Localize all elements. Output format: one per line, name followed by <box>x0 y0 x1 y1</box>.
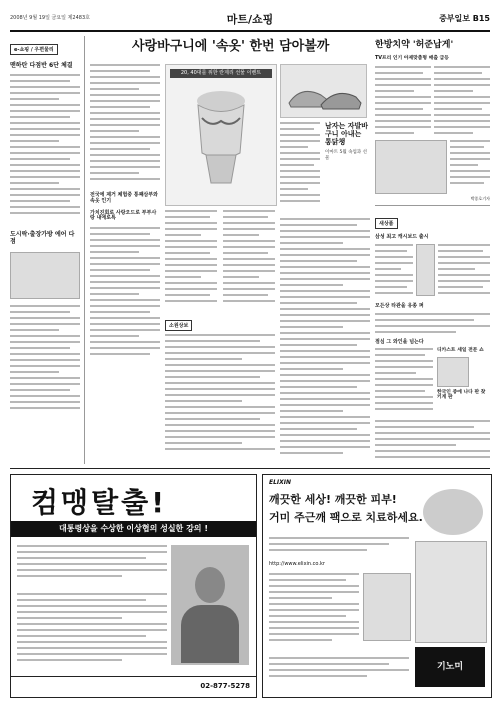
shoe-icon <box>281 65 366 117</box>
right-bottom-item3: 점심 그 와인을 넘는다 <box>375 338 424 345</box>
mid-col-a <box>280 122 320 212</box>
publication-page: 중부일보 B15 <box>439 14 490 23</box>
right-side-title-2: 한국인 중에 나다 판 찾 키게 판 <box>437 389 486 401</box>
computer-class-ad <box>10 474 257 698</box>
coffee-photo <box>437 357 469 387</box>
lingerie-photo <box>165 64 277 206</box>
shoes-photo <box>280 64 367 118</box>
left-item1-title: 맨하탄 다점반 6단 체결 <box>10 62 73 69</box>
lead-col-3 <box>165 334 275 462</box>
ad-right-url: http://www.elixin.co.kr <box>269 561 325 567</box>
section-title: 마트/쇼핑 <box>226 13 274 26</box>
right-top-title: 한방치약 '허준납게' <box>375 40 454 50</box>
woman-face-photo <box>423 489 483 535</box>
left-column <box>10 36 80 417</box>
mid-story-title: 남자는 자발바구니 아내는 통닭챙 <box>325 122 369 147</box>
ad-right-headline-1: 깨끗한 세상! 깨끗한 피부! <box>269 493 397 506</box>
mannequin-icon <box>176 83 266 198</box>
lead-headline: 사랑바구니에 '속옷' 한번 담아볼까 <box>132 39 330 54</box>
right-top-deck: TV프리 인기 아제맞춤형 매출 급등 <box>375 56 449 62</box>
right-top-story <box>375 40 490 202</box>
lead-subhead-1: 전국에 제거 체험중 통째삼부와 속옷 인기 <box>90 192 159 204</box>
issue-date: 2008년 9월 19일 금요일 제2483호 <box>10 15 90 21</box>
lead-subhead-2: 가치진회로 사랑오드로 부부사랑 내에로특 <box>90 209 157 222</box>
face-icon <box>195 567 225 603</box>
skin-care-ad <box>262 474 492 698</box>
right-side-title-1: 디카스트 세일 전문 쇼 <box>437 348 484 354</box>
right-bottom-box-title: 삼성 최고 캐시보드 출시 <box>375 234 429 240</box>
left-column-tag: e-쇼핑 / 우편물리 <box>10 44 58 55</box>
ad-right-headline-2: 거미 주근깨 팩으로 치료하세요. <box>269 511 423 524</box>
new-products-tag: 새상품 <box>375 218 398 229</box>
product-photo <box>363 573 411 641</box>
product-box-photo <box>415 541 487 643</box>
ad-left-title: 컴맹탈출! <box>31 486 167 519</box>
mid-story-head <box>325 122 370 161</box>
instructor-photo <box>171 545 249 665</box>
left-item2-body <box>10 305 80 417</box>
ad-right-body <box>269 573 359 653</box>
ad-left-subtitle: 대통령상을 수상한 이상협의 성실한 강의 ! <box>11 521 256 537</box>
toothpaste-photo <box>375 140 447 194</box>
ad-left-table <box>17 593 167 667</box>
column-divider <box>84 36 85 464</box>
event-banner: 20, 40대를 위한 란제리 선물 이벤트 <box>170 69 272 78</box>
ad-left-footer <box>11 676 256 697</box>
bottle-photo <box>416 244 436 296</box>
right-top-byline: 박종호기자 <box>470 196 490 202</box>
mid-col-b <box>280 218 370 462</box>
ad-left-text <box>17 545 167 585</box>
ad-divider <box>10 468 490 469</box>
ad-right-footer-text <box>269 657 409 689</box>
lead-col-2 <box>165 210 275 310</box>
ad-right-logo: 기노미 <box>415 647 485 687</box>
left-item2-title: 도시락·출장가방 에어 다점 <box>10 230 75 245</box>
right-divider <box>375 205 490 206</box>
ad-right-intro <box>269 537 409 559</box>
right-bottom-section <box>375 210 490 470</box>
shopping-tag: 소원상보 <box>165 320 192 331</box>
left-item1-body <box>10 74 80 224</box>
ad-right-brand: ELIXIN <box>269 479 292 486</box>
page-header <box>10 8 490 32</box>
right-bottom-item2: 모든상 타관을 유종 퍼 <box>375 302 424 309</box>
mid-story-deck: 이마트 5월 속업과 선물 <box>325 150 367 162</box>
luggage-photo <box>10 252 80 299</box>
lead-intro <box>90 64 160 367</box>
ad-left-phone: 02-877-5278 <box>200 682 250 690</box>
